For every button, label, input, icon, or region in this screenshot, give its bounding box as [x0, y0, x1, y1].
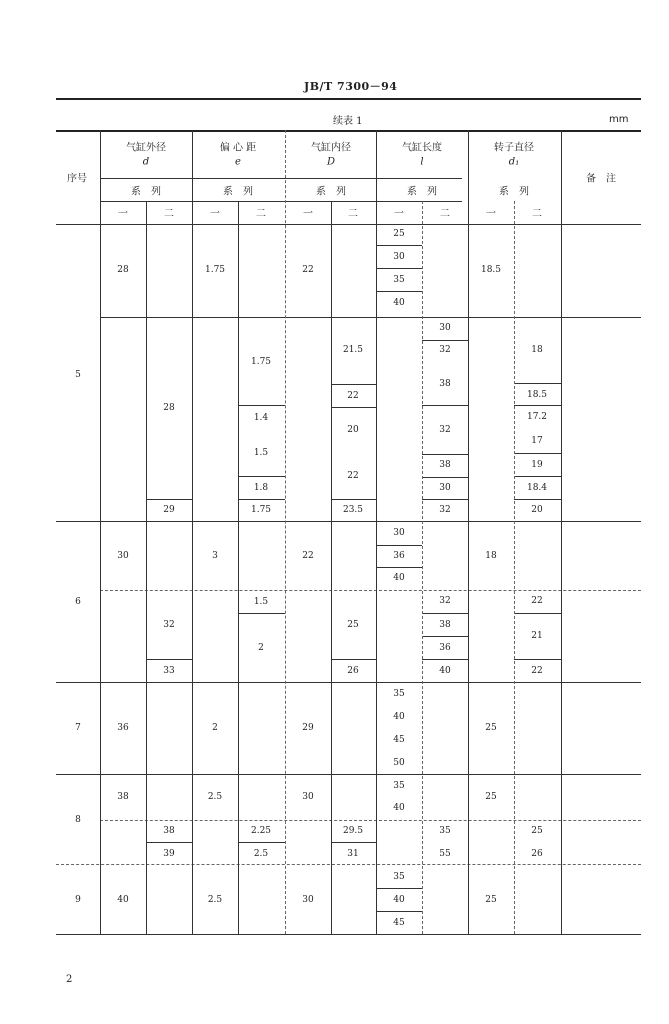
- table-cell: 32: [439, 596, 451, 606]
- table-cell: 32: [439, 345, 451, 355]
- table-cell: 30: [393, 252, 405, 262]
- row5-end: [56, 521, 641, 522]
- table-cell: 2.25: [250, 826, 272, 836]
- series-label: 系 列: [131, 186, 161, 198]
- col-header-remark: 备 注: [586, 173, 616, 185]
- series-2: 二: [256, 208, 266, 220]
- table-cell: 2: [212, 723, 218, 733]
- d-sep: [146, 842, 192, 843]
- table-cell: 28: [117, 265, 129, 275]
- col-sep: [514, 201, 515, 934]
- table-cell: 29: [302, 723, 314, 733]
- table-cell: 40: [393, 298, 405, 308]
- symbol-d: d: [142, 156, 150, 168]
- col-sep: [100, 130, 101, 934]
- table-cell: 32: [163, 620, 175, 630]
- table-cell: 19: [531, 460, 543, 470]
- table-cell: 36: [439, 643, 451, 653]
- table-cell: 55: [439, 849, 451, 859]
- col-header-eccentricity: 偏 心 距: [219, 142, 257, 154]
- table-cell: 23.5: [342, 505, 364, 515]
- l-sep: [422, 405, 468, 406]
- table-cell: 35: [393, 275, 405, 285]
- table-cell: 22: [302, 551, 314, 561]
- table-cell: 25: [485, 792, 497, 802]
- D-sep: [331, 384, 376, 385]
- col-sep: [376, 130, 377, 934]
- l-sep: [376, 245, 422, 246]
- table-cell: 2.5: [207, 792, 223, 802]
- table-cell: 22: [302, 265, 314, 275]
- table-cell: 38: [439, 379, 451, 389]
- table-cell: 45: [393, 918, 405, 928]
- col-header-rotor-diameter: 转子直径: [494, 142, 534, 154]
- row8-end: [56, 864, 641, 865]
- series-label: 系 列: [407, 186, 437, 198]
- table-cell: 18: [531, 345, 543, 355]
- table-cell: 38: [117, 792, 129, 802]
- col-sep: [238, 201, 239, 934]
- row-number: 7: [75, 723, 81, 733]
- l-sep: [376, 268, 422, 269]
- header-rule-2: [100, 201, 462, 202]
- d-sep: [146, 659, 192, 660]
- table-cell: 21: [531, 631, 543, 641]
- d1-sep: [514, 659, 561, 660]
- l-sep: [422, 499, 468, 500]
- series-1: 一: [486, 208, 496, 220]
- table-cell: 32: [439, 505, 451, 515]
- table-cell: 30: [393, 528, 405, 538]
- table-cell: 30: [302, 895, 314, 905]
- table-cell: 36: [117, 723, 129, 733]
- l-sep: [422, 659, 468, 660]
- table-cell: 30: [439, 323, 451, 333]
- row-number: 5: [75, 370, 81, 380]
- table-cell: 18.5: [480, 265, 502, 275]
- table-cell: 22: [531, 596, 543, 606]
- table-cell: 40: [393, 573, 405, 583]
- row6-split: [100, 590, 641, 591]
- l-sep: [376, 911, 422, 912]
- D-sep: [331, 407, 376, 408]
- table-cell: 28: [163, 403, 175, 413]
- table-cell: 29.5: [342, 826, 364, 836]
- e-sep: [238, 476, 285, 477]
- series-2: 二: [532, 208, 542, 220]
- row-number: 9: [75, 895, 81, 905]
- table-cell: 1.75: [250, 357, 272, 367]
- col-sep: [331, 201, 332, 934]
- d1-sep: [514, 613, 561, 614]
- d1-sep: [514, 405, 561, 406]
- table-cell: 18: [485, 551, 497, 561]
- table-cell: 1.75: [204, 265, 226, 275]
- l-sep: [376, 567, 422, 568]
- row-number: 6: [75, 597, 81, 607]
- symbol-l: l: [420, 156, 424, 168]
- table-cell: 35: [393, 872, 405, 882]
- series-label: 系 列: [316, 186, 346, 198]
- d1-sep: [514, 499, 561, 500]
- table-cell: 35: [439, 826, 451, 836]
- table-cell: 40: [393, 803, 405, 813]
- table-cell: 17: [531, 436, 543, 446]
- table-top-rule: [56, 130, 641, 132]
- table-cell: 2: [258, 643, 264, 653]
- d1-sep: [514, 453, 561, 454]
- row5-split: [100, 317, 641, 318]
- col-sep: [422, 201, 423, 934]
- table-cell: 39: [163, 849, 175, 859]
- table-cell: 30: [302, 792, 314, 802]
- table-cell: 25: [485, 723, 497, 733]
- row-number: 8: [75, 815, 81, 825]
- table-cell: 33: [163, 666, 175, 676]
- table-cell: 25: [393, 229, 405, 239]
- table-cell: 40: [439, 666, 451, 676]
- table-cell: 35: [393, 781, 405, 791]
- table-bottom-rule: [56, 934, 641, 935]
- col-sep: [146, 201, 147, 934]
- d-sep: [146, 499, 192, 500]
- D-sep: [331, 842, 376, 843]
- table-cell: 25: [485, 895, 497, 905]
- l-sep: [422, 636, 468, 637]
- l-sep: [422, 477, 468, 478]
- table-cell: 26: [531, 849, 543, 859]
- l-sep: [422, 340, 468, 341]
- row6-end: [56, 682, 641, 683]
- page-number: 2: [66, 974, 73, 985]
- e-sep: [238, 405, 285, 406]
- table-cell: 38: [439, 460, 451, 470]
- l-sep: [376, 888, 422, 889]
- col-sep: [468, 130, 469, 934]
- table-cell: 1.5: [253, 448, 269, 458]
- table-cell: 38: [163, 826, 175, 836]
- standard-number: JB/T 7300－94: [304, 80, 398, 93]
- table-cell: 18.4: [526, 483, 548, 493]
- l-sep: [422, 454, 468, 455]
- table-cell: 22: [531, 666, 543, 676]
- table-cell: 22: [347, 471, 359, 481]
- table-cell: 30: [439, 483, 451, 493]
- table-cell: 2.5: [207, 895, 223, 905]
- table-cell: 1.4: [253, 413, 269, 423]
- table-cell: 20: [531, 505, 543, 515]
- col-header-length: 气缸长度: [402, 142, 442, 154]
- table-cell: 25: [347, 620, 359, 630]
- symbol-D: D: [326, 156, 336, 168]
- row7-end: [56, 774, 641, 775]
- col-sep: [285, 130, 286, 934]
- table-cell: 50: [393, 758, 405, 768]
- table-caption: 续表 1: [333, 116, 363, 127]
- table-cell: 18.5: [526, 390, 548, 400]
- table-cell: 36: [393, 551, 405, 561]
- table-cell: 26: [347, 666, 359, 676]
- table-cell: 40: [117, 895, 129, 905]
- unit-label: mm: [609, 114, 629, 125]
- col-header-inner-diameter: 气缸内径: [311, 142, 351, 154]
- table-cell: 31: [347, 849, 359, 859]
- symbol-d1: d₁: [508, 156, 520, 168]
- table-cell: 25: [531, 826, 543, 836]
- col-sep: [561, 130, 562, 934]
- d1-sep: [514, 476, 561, 477]
- table-cell: 1.5: [253, 597, 269, 607]
- series-2: 二: [440, 208, 450, 220]
- table-cell: 35: [393, 689, 405, 699]
- header-rule: [56, 98, 641, 100]
- table-cell: 1.8: [253, 483, 269, 493]
- table-cell: 29: [163, 505, 175, 515]
- table-cell: 2.5: [253, 849, 269, 859]
- e-sep: [238, 613, 285, 614]
- col-header-outer-diameter: 气缸外径: [126, 142, 166, 154]
- table-cell: 20: [347, 425, 359, 435]
- table-cell: 21.5: [342, 345, 364, 355]
- series-1: 一: [394, 208, 404, 220]
- series-1: 一: [303, 208, 313, 220]
- series-2: 二: [348, 208, 358, 220]
- l-sep: [376, 545, 422, 546]
- D-sep: [331, 659, 376, 660]
- header-rule-1: [100, 178, 462, 179]
- table-cell: 17.2: [526, 412, 548, 422]
- col-sep: [192, 130, 193, 934]
- series-label: 系 列: [499, 186, 529, 198]
- table-cell: 40: [393, 895, 405, 905]
- symbol-e: e: [235, 156, 241, 168]
- table-cell: 40: [393, 712, 405, 722]
- d1-sep: [514, 383, 561, 384]
- series-label: 系 列: [223, 186, 253, 198]
- D-sep: [331, 499, 376, 500]
- table-cell: 3: [212, 551, 218, 561]
- series-2: 二: [164, 208, 174, 220]
- table-cell: 22: [347, 391, 359, 401]
- e-sep: [238, 842, 285, 843]
- table-cell: 32: [439, 425, 451, 435]
- series-1: 一: [210, 208, 220, 220]
- table-cell: 30: [117, 551, 129, 561]
- series-1: 一: [118, 208, 128, 220]
- header-bottom-rule: [56, 224, 641, 225]
- table-cell: 45: [393, 735, 405, 745]
- col-header-seq: 序号: [67, 173, 87, 185]
- e-sep: [238, 499, 285, 500]
- table-cell: 38: [439, 620, 451, 630]
- l-sep: [376, 291, 422, 292]
- row8-split: [100, 820, 641, 821]
- l-sep: [422, 613, 468, 614]
- table-cell: 1.75: [250, 505, 272, 515]
